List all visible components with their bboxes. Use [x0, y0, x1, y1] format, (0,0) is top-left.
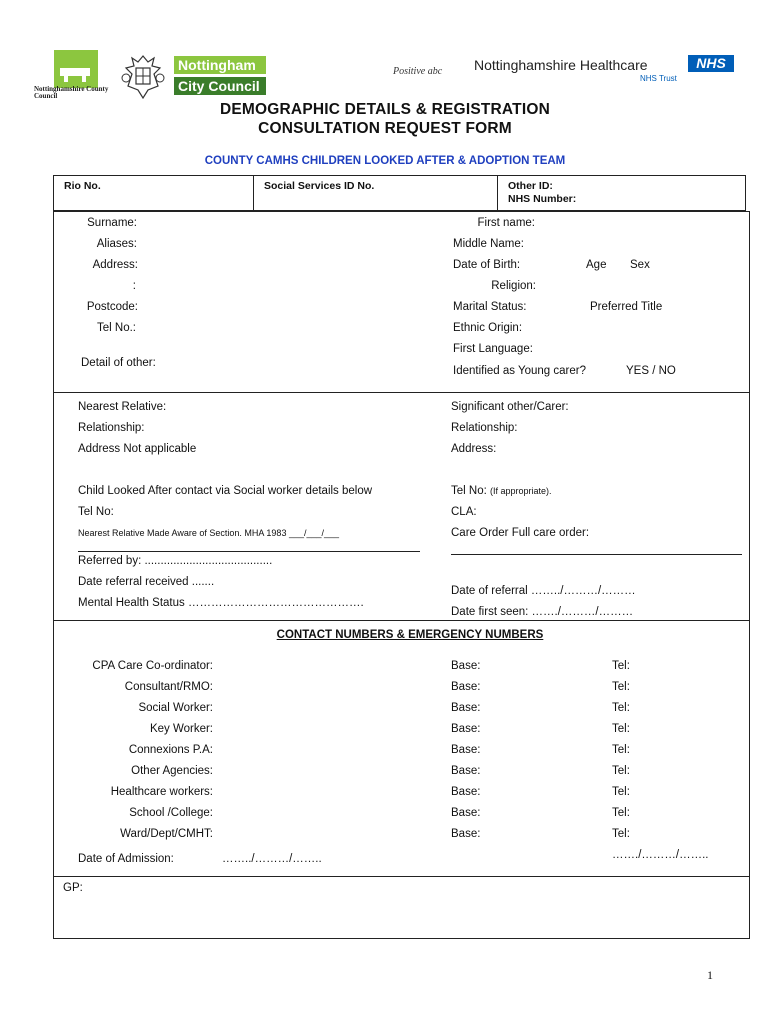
cla-label: CLA:: [451, 506, 477, 518]
city-logo-bottom: City Council: [174, 77, 266, 95]
cla-contact-label: Child Looked After contact via Social worker details below: [78, 485, 373, 497]
notts-county-emblem-figure: [56, 64, 96, 84]
nearest-relative-aware-label: Nearest Relative Made Aware of Section. MHA 1983 ___/___/___: [78, 528, 339, 538]
nhs-trust-text: NHS Trust: [640, 74, 677, 83]
religion-label: Religion:: [491, 280, 536, 292]
form-title-line2: CONSULTATION REQUEST FORM: [258, 120, 512, 137]
date-of-referral-label: Date of referral ……../………/………: [451, 585, 636, 597]
contact-base-label: Base:: [451, 681, 481, 693]
contact-role-label: Other Agencies:: [131, 765, 213, 777]
form-title-line1: DEMOGRAPHIC DETAILS & REGISTRATION: [219, 101, 550, 118]
city-crest-icon: [118, 52, 168, 102]
referral-left-rule: [78, 551, 420, 552]
other-id-label: Other ID:: [508, 180, 553, 192]
contact-tel-label: Tel:: [612, 786, 630, 798]
young-carer-label: Identified as Young carer?: [453, 365, 586, 377]
contact-role-label: Consultant/RMO:: [124, 681, 213, 693]
first-name-label: First name:: [477, 217, 535, 229]
contact-tel-label: Tel:: [612, 702, 630, 714]
positive-abc-logo: Positive abc: [393, 66, 443, 77]
date-of-admission-value: ……../………/……..: [222, 853, 322, 865]
id-divider-1: [253, 175, 254, 211]
preferred-title-label: Preferred Title: [590, 301, 663, 313]
contact-role-label: Ward/Dept/CMHT:: [120, 828, 213, 840]
tel-right-note: (If appropriate).: [490, 486, 552, 496]
date-of-admission-label: Date of Admission:: [78, 853, 174, 865]
contact-tel-label: Tel:: [612, 723, 630, 735]
first-language-label: First Language:: [453, 343, 533, 355]
date-first-seen-label: Date first seen: ……./………/………: [451, 606, 634, 618]
section-divider-3: [53, 876, 750, 877]
contact-role-label: School /College:: [129, 807, 213, 819]
date-referral-received-label: Date referral received .......: [78, 576, 215, 588]
surname-label: Surname:: [87, 217, 137, 229]
postcode-label: Postcode:: [86, 301, 138, 313]
mental-health-status-label: Mental Health Status ……………………………………….: [78, 597, 364, 609]
contact-role-label: Social Worker:: [138, 702, 213, 714]
contact-role-label: CPA Care Co-ordinator:: [92, 660, 213, 672]
contact-tel-label: Tel:: [612, 807, 630, 819]
address-continuation-label: :: [132, 280, 136, 292]
rio-no-label: Rio No.: [64, 180, 101, 192]
middle-name-label: Middle Name:: [453, 238, 524, 250]
nearest-relative-label: Nearest Relative:: [78, 401, 167, 413]
contact-role-label: Healthcare workers:: [110, 786, 213, 798]
contact-role-label: Key Worker:: [149, 723, 213, 735]
contact-base-label: Base:: [451, 660, 481, 672]
notts-county-logo-text: Nottinghamshire County Council: [34, 85, 109, 100]
contact-tel-label: Tel:: [612, 681, 630, 693]
contact-tel-label: Tel:: [612, 765, 630, 777]
contact-role-label: Connexions P.A:: [128, 744, 213, 756]
nhs-number-label: NHS Number:: [508, 193, 577, 205]
young-carer-yes-no: YES / NO: [626, 365, 676, 377]
contact-tel-label: Tel:: [612, 744, 630, 756]
significant-other-label: Significant other/Carer:: [451, 401, 569, 413]
ethnic-origin-label: Ethnic Origin:: [453, 322, 523, 334]
marital-status-label: Marital Status:: [453, 301, 527, 313]
contact-base-label: Base:: [451, 786, 481, 798]
contact-right-date: ……./………/……..: [612, 849, 709, 861]
contact-base-label: Base:: [451, 807, 481, 819]
contact-base-label: Base:: [451, 744, 481, 756]
relationship-right-label: Relationship:: [451, 422, 518, 434]
relationship-left-label: Relationship:: [78, 422, 145, 434]
tel-right-text: Tel No:: [451, 485, 487, 497]
referral-right-rule: [451, 554, 742, 555]
date-of-birth-label: Date of Birth:: [453, 259, 521, 271]
contact-base-label: Base:: [451, 765, 481, 777]
section-divider-1: [53, 392, 750, 393]
age-label: Age: [586, 259, 607, 271]
detail-of-other-label: Detail of other:: [81, 357, 156, 369]
city-logo-top: Nottingham: [174, 56, 266, 74]
aliases-label: Aliases:: [96, 238, 137, 250]
address-not-applicable-label: Address Not applicable: [78, 443, 197, 455]
contact-tel-label: Tel:: [612, 828, 630, 840]
contact-tel-label: Tel:: [612, 660, 630, 672]
tel-no-label: Tel No.:: [97, 322, 136, 334]
gp-label: GP:: [63, 882, 83, 894]
tel-left-label: Tel No:: [78, 506, 114, 518]
page-number: 1: [707, 968, 713, 982]
id-divider-2: [497, 175, 498, 211]
contact-base-label: Base:: [451, 723, 481, 735]
sex-label: Sex: [630, 259, 650, 271]
address-label: Address:: [92, 259, 138, 271]
team-name: COUNTY CAMHS CHILDREN LOOKED AFTER & ADOPTION TEAM: [204, 155, 566, 167]
social-services-id-label: Social Services ID No.: [264, 180, 375, 192]
notts-county-logo: [34, 50, 120, 100]
referred-by-label: Referred by: ........................................: [78, 555, 273, 567]
address-right-label: Address:: [451, 443, 497, 455]
contact-base-label: Base:: [451, 702, 481, 714]
nhs-logo: NHS: [688, 55, 734, 72]
contact-base-label: Base:: [451, 828, 481, 840]
tel-right-label: [451, 485, 552, 497]
healthcare-logo-text: Nottinghamshire Healthcare: [474, 57, 648, 73]
section-divider-2: [53, 620, 750, 621]
contact-numbers-heading: CONTACT NUMBERS & EMERGENCY NUMBERS: [276, 629, 544, 641]
id-row-box: [53, 175, 746, 211]
care-order-label: Care Order Full care order:: [451, 527, 590, 539]
